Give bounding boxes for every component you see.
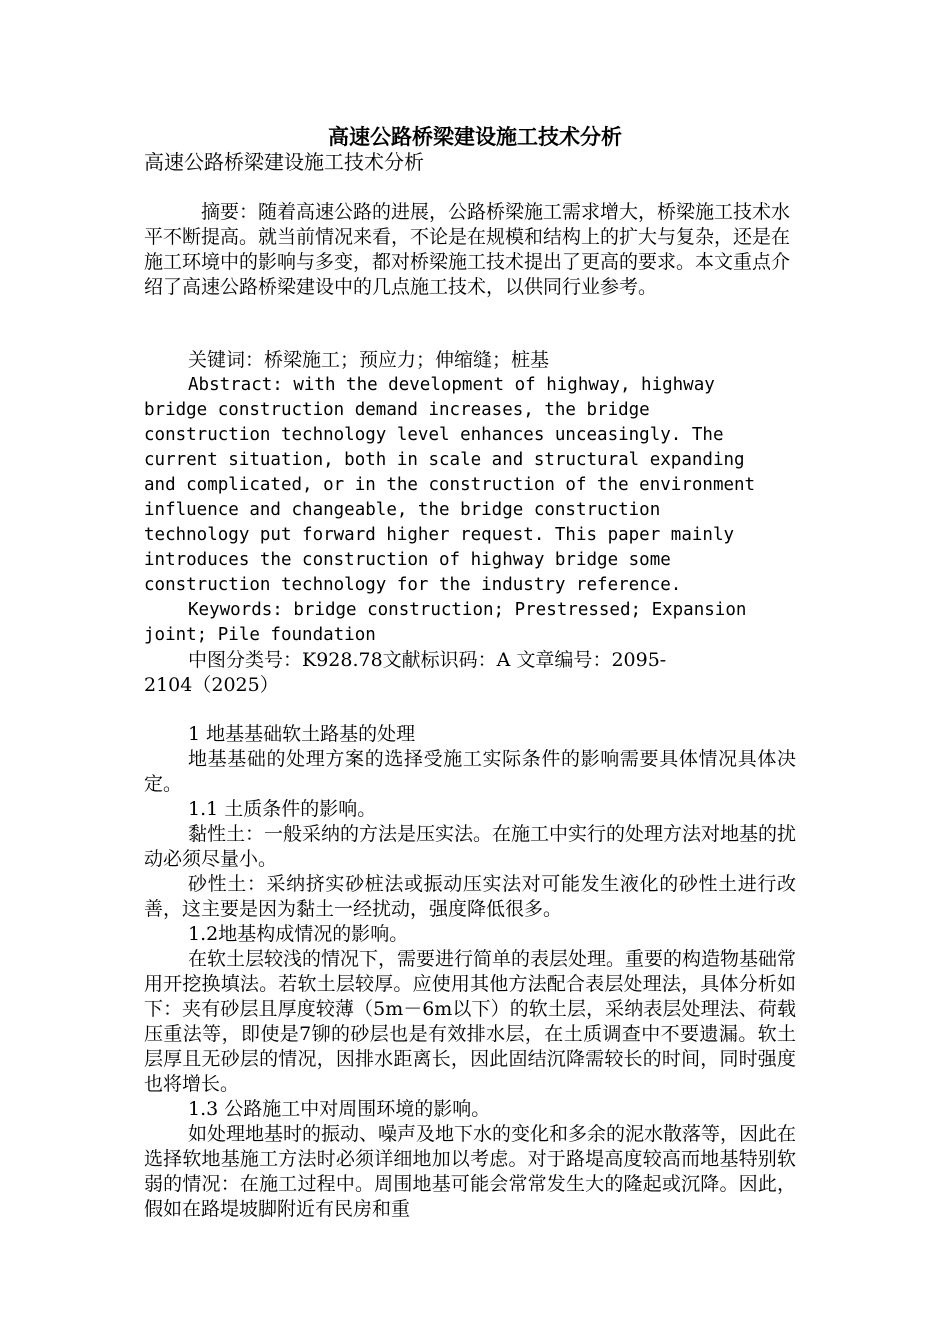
paragraph: 地基基础的处理方案的选择受施工实际条件的影响需要具体情况具体决定。	[144, 748, 796, 795]
document-body	[144, 722, 796, 1222]
classification-line: 中图分类号：K928.78文献标识码：A 文章编号：2095-	[188, 649, 667, 671]
paragraph: 在软土层较浅的情况下，需要进行简单的表层处理。重要的构造物基础常用开挖换填法。若软土层较厚。应使用其他方法配合表层处理法，具体分析如下：夹有砂层且厚度较薄（5m－6m以下）的软土层，采纳表层处理法、荷载压重法等，即使是7铆的砂层也是有效排水层，在土质调查中不要遗漏。软土层厚且无砂层的情况，因排水距离长，因此固结沉降需较长的时间，同时强度也将增长。	[144, 948, 797, 1095]
abstract-english-line: and complicated, or in the construction of the environment	[144, 475, 756, 495]
abstract-english-line: construction technology level enhances unceasingly. The	[144, 425, 724, 445]
subsection-heading: 1.2地基构成情况的影响。	[188, 923, 409, 945]
abstract-english	[144, 373, 804, 598]
subsection-heading: 1.1 土质条件的影响。	[188, 798, 377, 820]
document-subtitle: 高速公路桥梁建设施工技术分析	[144, 150, 424, 174]
document-title: 高速公路桥梁建设施工技术分析	[328, 124, 622, 149]
abstract-english-line: influence and changeable, the bridge construction	[144, 500, 661, 520]
abstract-english-line: construction technology for the industry reference.	[144, 575, 682, 595]
keywords-english	[144, 598, 804, 648]
subsection-heading: 1.3 公路施工中对周围环境的影响。	[188, 1098, 491, 1120]
paragraph: 如处理地基时的振动、噪声及地下水的变化和多余的泥水散落等，因此在选择软地基施工方法时必须详细地加以考虑。对于路堤高度较高而地基特别软弱的情况：在施工过程中。周围地基可能会常常发生大的隆起或沉降。因此，假如在路堤坡脚附近有民房和重	[144, 1123, 797, 1220]
abstract-english-line: current situation, both in scale and structural expanding	[144, 450, 745, 470]
paragraph: 砂性土：采纳挤实砂桩法或振动压实法对可能发生液化的砂性土进行改善，这主要是因为黏土一经扰动，强度降低很多。	[144, 873, 796, 920]
section-heading: 1 地基基础软土路基的处理	[188, 723, 416, 745]
abstract-english-line: Abstract: with the development of highway, highway	[188, 375, 715, 395]
keywords-english-line: joint; Pile foundation	[144, 625, 376, 645]
keywords-english-line: Keywords: bridge construction; Prestressed; Expansion	[188, 600, 747, 620]
abstract-english-line: bridge construction demand increases, the bridge	[144, 400, 650, 420]
classification-line: 2104（2025）	[144, 674, 279, 696]
paragraph: 黏性土：一般采纳的方法是压实法。在施工中实行的处理方法对地基的扰动必须尽量小。	[144, 823, 797, 870]
abstract-english-line: technology put forward higher request. This paper mainly	[144, 525, 735, 545]
keywords-chinese: 关键词：桥梁施工；预应力；伸缩缝；桩基	[188, 349, 550, 371]
abstract-english-line: introduces the construction of highway bridge some	[144, 550, 671, 570]
classification-info	[144, 648, 804, 698]
abstract-chinese: 摘要：随着高速公路的进展，公路桥梁施工需求增大，桥梁施工技术水平不断提高。就当前情况来看，不论是在规模和结构上的扩大与复杂，还是在施工环境中的影响与多变，都对桥梁施工技术提出了更高的要求。本文重点介绍了高速公路桥梁建设中的几点施工技术，以供同行业参考。	[144, 201, 791, 298]
